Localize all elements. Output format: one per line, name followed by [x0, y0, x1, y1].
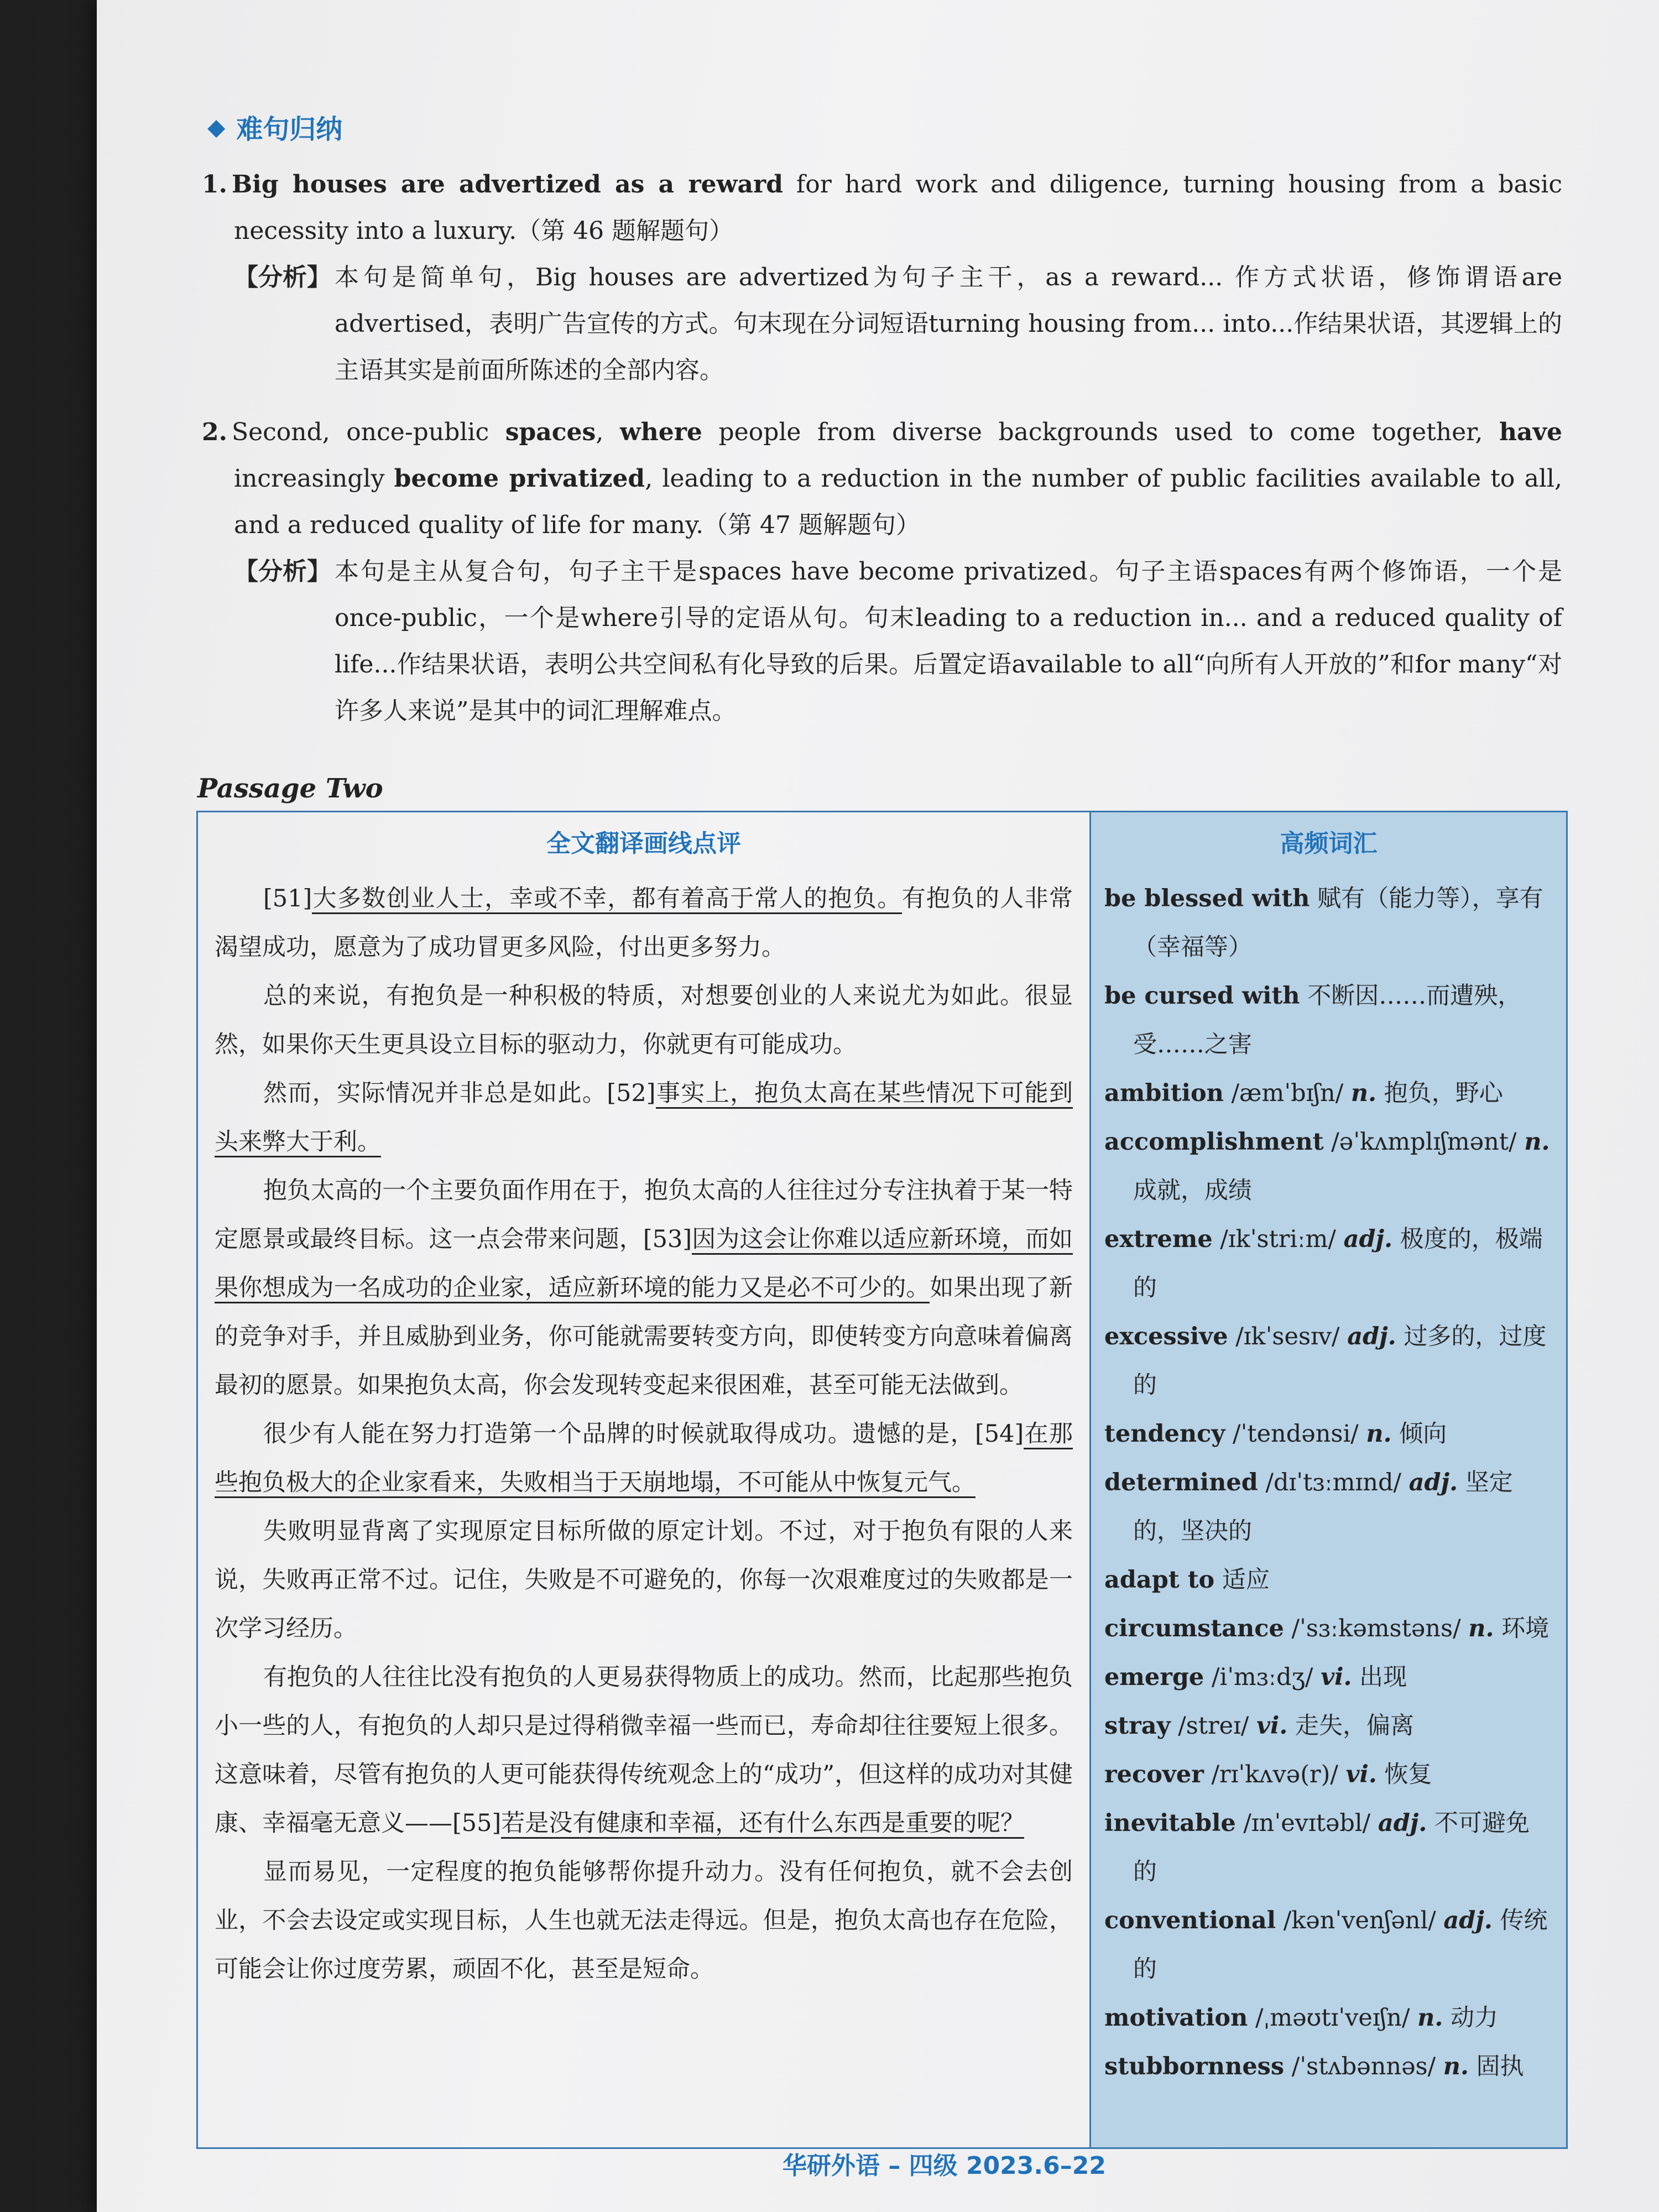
vocab-phonetic: /ɪnˈevɪtəbl/	[1235, 1809, 1378, 1837]
book-page	[97, 0, 1659, 2212]
vocab-pos: n.	[1468, 1615, 1494, 1642]
vocab-phonetic: /ˈsɜːkəmstəns/	[1284, 1615, 1469, 1642]
vocab-pos: vi.	[1256, 1712, 1288, 1740]
paragraph-text: 抱负太高的一个主要负面作用在于，抱负太高的人往往过分专注执着于某一特定愿景或最终目标。这一点会带来问题，[53]	[215, 1177, 1073, 1253]
vocab-definition: 恢复	[1376, 1761, 1432, 1788]
analysis-text: 本句是简单句，Big houses are advertized为句子主干，as a reward... 作方式状语，修饰谓语are advertised，表明广告宣传的方式。句末现在分词短语turning housing from... into...作结果状语，其逻辑上的主语其实是前面所陈述的全部内容。	[335, 263, 1562, 384]
vocab-pos: n.	[1350, 1079, 1377, 1107]
vocab-entry	[1104, 1653, 1553, 1702]
underlined-sentence: 大多数创业人士，幸或不幸，都有着高于常人的抱负。	[312, 885, 901, 914]
sentence-part: increasingly	[234, 465, 394, 493]
vocab-pos: n.	[1417, 2004, 1443, 2032]
sentence-text	[202, 409, 1562, 549]
vocab-word: adapt to	[1104, 1566, 1215, 1594]
vocab-definition: 不断因……而遭殃，受……之害	[1133, 982, 1522, 1058]
section-heading	[207, 108, 1562, 146]
vocab-pos: n.	[1366, 1420, 1392, 1448]
sentence-item-1	[202, 161, 1562, 394]
vocab-pos: adj.	[1378, 1809, 1427, 1837]
vocab-word: stubbornness	[1104, 2053, 1285, 2080]
vocab-word: be cursed with	[1104, 982, 1300, 1010]
vocab-entry	[1104, 972, 1553, 1069]
vocab-definition: 出现	[1352, 1663, 1407, 1691]
vocab-phonetic: /dɪˈtɜːmɪnd/	[1258, 1469, 1409, 1496]
vocab-entry	[1104, 1896, 1553, 1994]
vocab-word: stray	[1104, 1712, 1171, 1740]
vocab-word: tendency	[1104, 1420, 1225, 1448]
vocab-entry	[1104, 874, 1553, 972]
vocabulary-column	[1091, 812, 1566, 2147]
paragraph-text: 有抱负的人往往比没有抱负的人更易获得物质上的成功。然而，比起那些抱负小一些的人，有抱负的人却只是过得稍微幸福一些而已，寿命却往往要短上很多。这意味着，尽管有抱负的人更可能获得传统观念上的“成功”，但这样的成功对其健康、幸福毫无意义——[55]	[215, 1663, 1073, 1837]
analysis-block	[234, 254, 1562, 394]
diamond-icon: ◆	[207, 113, 226, 140]
page-footer: 华研外语 – 四级 2023.6–22	[782, 2152, 1106, 2180]
analysis-text: 本句是主从复合句，句子主干是spaces have become privatized。句子主语spaces有两个修饰语，一个是once-public，一个是where引导的定语从句。句末leading to a reduction in... and a reduced quality of life...作结果状语，表明公共空间私有化导致的后果。后置定语available to all“向所有人开放的”和for many“对许多人来说”是其中的词汇理解难点。	[335, 557, 1562, 725]
vocabulary-heading: 高频词汇	[1280, 830, 1378, 858]
vocab-entry	[1104, 1118, 1553, 1215]
translation-heading: 全文翻译画线点评	[546, 830, 741, 858]
vocab-word: emerge	[1104, 1663, 1204, 1691]
vocab-definition: 成就，成绩	[1133, 1177, 1252, 1204]
sentence-text	[202, 161, 1562, 254]
vocab-entry	[1104, 1410, 1553, 1458]
vocab-pos: adj.	[1408, 1469, 1458, 1496]
vocab-definition: 传统的	[1133, 1907, 1548, 1983]
vocab-phonetic: /streɪ/	[1170, 1712, 1256, 1740]
passage-box	[196, 811, 1568, 2149]
section-heading-text: 难句归纳	[236, 114, 343, 145]
vocab-phonetic: /kənˈvenʃənl/	[1276, 1907, 1444, 1934]
analysis-tag: 【分析】	[234, 263, 331, 291]
vocab-definition: 极度的，极端的	[1133, 1225, 1543, 1302]
paragraph-5	[215, 1410, 1073, 1507]
vocab-word: accomplishment	[1104, 1128, 1324, 1156]
vocab-pos: adj.	[1347, 1323, 1396, 1350]
vocab-phonetic: /ɪkˈstriːm/	[1212, 1225, 1344, 1253]
passage-title: Passage Two	[197, 773, 383, 804]
vocab-definition: 过多的，过度的	[1133, 1323, 1547, 1399]
vocab-pos: n.	[1524, 1128, 1550, 1156]
vocab-word: motivation	[1104, 2004, 1248, 2032]
vocab-definition: 倾向	[1391, 1420, 1447, 1448]
bold-phrase: Big houses are advertized as a reward	[231, 170, 783, 199]
paragraph-1	[215, 874, 1073, 972]
paragraph-text: 很少有人能在努力打造第一个品牌的时候就取得成功。遗憾的是，[54]	[263, 1420, 1024, 1448]
underlined-sentence: 在那些抱负极大的企业家看来，失败相当于天崩地塌，不可能从中恢复元气。	[215, 1420, 1073, 1498]
vocab-word: circumstance	[1104, 1615, 1284, 1642]
vocab-phonetic: /æmˈbɪʃn/	[1223, 1079, 1351, 1107]
vocab-word: inevitable	[1104, 1809, 1236, 1837]
sentence-part: Second, once-public	[231, 418, 505, 446]
bold-phrase: spaces	[505, 418, 596, 446]
paragraph-6: 失败明显背离了实现原定目标所做的原定计划。不过，对于抱负有限的人来说，失败再正常不过。记住，失败是不可避免的，你每一次艰难度过的失败都是一次学习经历。	[215, 1517, 1073, 1642]
analysis-tag: 【分析】	[234, 557, 331, 586]
vocab-pos: vi.	[1321, 1663, 1352, 1691]
vocab-word: extreme	[1104, 1225, 1213, 1253]
vocab-phonetic: /ˈtendənsi/	[1225, 1420, 1366, 1448]
vocab-entry	[1104, 1458, 1553, 1556]
bold-phrase: have	[1499, 418, 1562, 446]
paragraph-8: 显而易见，一定程度的抱负能够帮你提升动力。没有任何抱负，就不会去创业，不会去设定或实现目标，人生也就无法走得远。但是，抱负太高也存在危险，可能会让你过度劳累，顽固不化，甚至是短命。	[215, 1858, 1073, 1983]
paragraph-3	[215, 1069, 1073, 1166]
translation-column	[198, 812, 1091, 2147]
vocab-entry	[1104, 1069, 1553, 1118]
sentence-part: people from diverse backgrounds used to come together,	[702, 418, 1499, 446]
vocab-word: be blessed with	[1104, 885, 1310, 912]
vocab-entry	[1104, 1556, 1553, 1604]
vocab-phonetic: /ɪkˈsesɪv/	[1228, 1323, 1348, 1350]
sentence-number: 1.	[202, 170, 227, 199]
vocab-phonetic: /iˈmɜːdʒ/	[1204, 1663, 1321, 1691]
paragraph-text: 然而，实际情况并非总是如此。[52]	[263, 1079, 656, 1107]
vocab-pos: adj.	[1443, 1907, 1493, 1934]
vocab-word: conventional	[1104, 1907, 1276, 1934]
sentence-number: 2.	[202, 418, 227, 446]
vocab-definition: 不可避免的	[1133, 1809, 1530, 1886]
sentence-item-2	[202, 409, 1562, 734]
vocab-pos: n.	[1443, 2053, 1469, 2080]
vocab-phonetic: /rɪˈkʌvə(r)/	[1203, 1761, 1346, 1788]
vocab-entry	[1104, 1702, 1553, 1750]
bold-phrase: become privatized	[394, 465, 645, 493]
bold-phrase: where	[619, 418, 702, 446]
vocab-entry	[1104, 1994, 1553, 2042]
underlined-sentence: 事实上，抱负太高在某些情况下可能到头来弊大于利。	[215, 1079, 1073, 1157]
vocab-entry	[1104, 1312, 1553, 1410]
vocab-entry	[1104, 1799, 1553, 1896]
vocab-phonetic: /ˈstʌbənnəs/	[1284, 2053, 1443, 2080]
sentence-part: , leading to a reduction in the number of public facilities available to all, and a reduced quality of life for many.（第 47 题解题句）	[234, 465, 1562, 539]
vocab-entry	[1104, 2042, 1553, 2091]
analysis-block	[234, 549, 1562, 734]
vocab-word: recover	[1104, 1761, 1204, 1788]
vocabulary-list	[1104, 874, 1553, 2091]
vocab-entry	[1104, 1750, 1553, 1799]
vocab-word: ambition	[1104, 1079, 1224, 1107]
vocab-definition: 适应	[1214, 1566, 1270, 1594]
vocab-phonetic: /əˈkʌmplɪʃmənt/	[1323, 1128, 1525, 1156]
sentence-rest: for hard work and diligence, turning housing from a basic necessity into a luxury.（第 46 题解题句）	[234, 170, 1562, 245]
sentence-part: ,	[596, 418, 620, 446]
vocab-definition: 固执	[1469, 2053, 1524, 2080]
vocab-definition: 走失，偏离	[1287, 1712, 1414, 1740]
vocab-word: determined	[1104, 1469, 1258, 1496]
vocab-definition: 赋有（能力等），享有（幸福等）	[1133, 885, 1543, 961]
vocab-entry	[1104, 1604, 1553, 1653]
page-content	[197, 108, 1562, 2149]
underlined-sentence: 因为这会让你难以适应新环境，而如果你想成为一名成功的企业家，适应新环境的能力又是必不可少的。	[215, 1225, 1073, 1303]
paragraph-text: 如果出现了新的竞争对手，并且威胁到业务，你可能就需要转变方向，即使转变方向意味着偏离最初的愿景。如果抱负太高，你会发现转变起来很困难，甚至可能无法做到。	[215, 1274, 1073, 1399]
vocab-definition: 坚定的，坚决的	[1133, 1469, 1513, 1545]
vocab-definition: 动力	[1443, 2004, 1499, 2032]
vocab-pos: adj.	[1343, 1225, 1393, 1253]
vocab-definition: 环境	[1494, 1615, 1550, 1642]
vocab-pos: vi.	[1345, 1761, 1377, 1788]
paragraph-text: 有抱负的人非常渴望成功，愿意为了成功冒更多风险，付出更多努力。	[215, 885, 1073, 961]
underlined-sentence: 若是没有健康和幸福，还有什么东西是重要的呢？	[501, 1809, 1024, 1839]
paragraph-2: 总的来说，有抱负是一种积极的特质，对想要创业的人来说尤为如此。很显然，如果你天生更具设立目标的驱动力，你就更有可能成功。	[215, 982, 1073, 1058]
vocab-entry	[1104, 1215, 1553, 1312]
question-tag: [51]	[263, 885, 312, 912]
vocab-word: excessive	[1104, 1323, 1228, 1350]
vocab-phonetic: /ˌməʊtɪˈveɪʃn/	[1248, 2004, 1418, 2032]
paragraph-4	[215, 1166, 1073, 1410]
vocab-definition: 抱负，野心	[1376, 1079, 1503, 1107]
paragraph-7	[215, 1653, 1073, 1848]
